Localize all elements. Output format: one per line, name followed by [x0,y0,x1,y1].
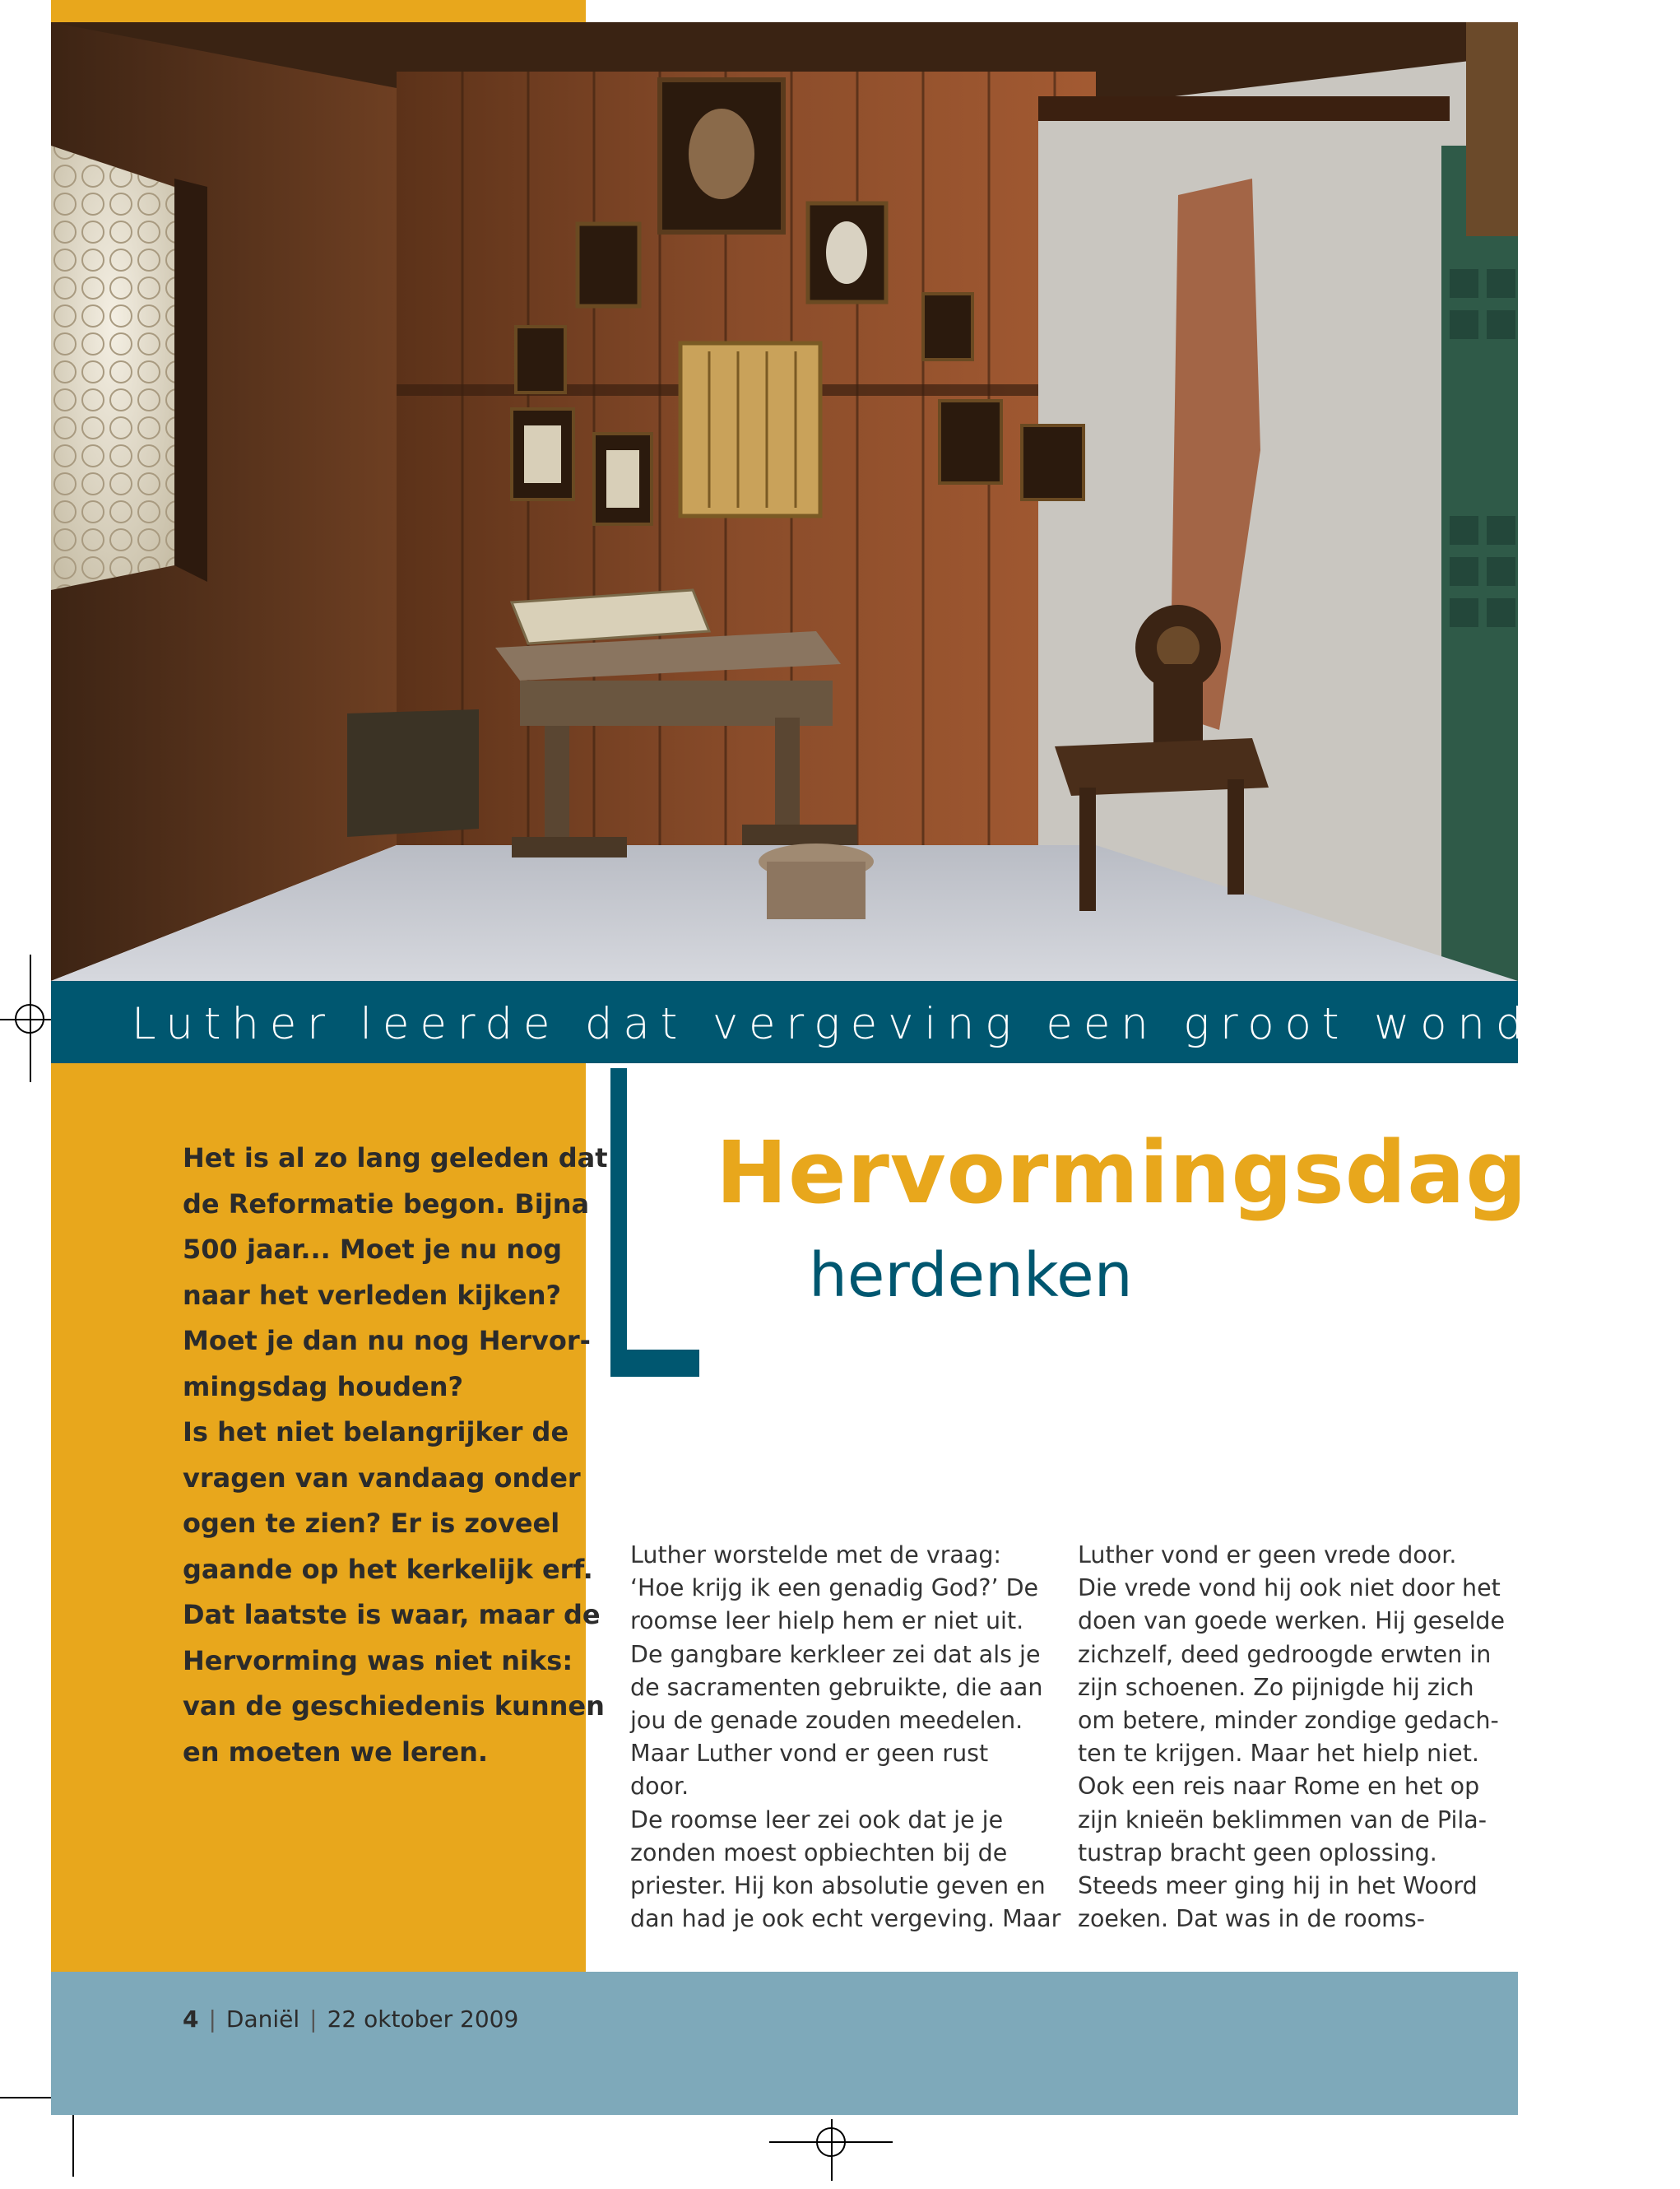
body-line: om betere, minder zondige gedach- [1078,1707,1499,1735]
crop-line [0,2097,51,2098]
body-line: tustrap bracht geen oplossing. [1078,1838,1437,1866]
body-line: zichzelf, deed gedroogde erwten in [1078,1640,1492,1668]
body-line: door. [630,1773,689,1801]
intro-line: van de geschiedenis kunnen [183,1690,605,1722]
body-line: zijn knieën beklimmen van de Pila- [1078,1806,1487,1833]
headline-bracket-vertical [610,1068,627,1377]
publication-name: Daniël [225,2005,300,2033]
registration-circle-icon [816,2127,846,2157]
footer-separator: | [208,2005,216,2033]
body-line: ‘Hoe krijg ik een genadig God?’ De [630,1574,1039,1602]
body-line: zonden moest opbiechten bij de [630,1838,1008,1866]
article-title: Hervormingsdag [716,1122,1528,1223]
issue-date: 22 oktober 2009 [327,2005,519,2033]
body-line: Steeds meer ging hij in het Woord [1078,1872,1478,1900]
registration-circle-icon [15,1004,44,1034]
intro-line: Moet je dan nu nog Hervor- [183,1325,591,1356]
intro-line: Dat laatste is waar, maar de [183,1599,601,1630]
page-footer [183,2003,518,2036]
body-line: jou de genade zouden meedelen. [630,1707,1023,1735]
body-line: de sacramenten gebruikte, die aan [630,1673,1043,1701]
crop-line [72,2115,74,2177]
intro-line: naar het verleden kijken? [183,1279,562,1311]
page-number: 4 [183,2005,199,2033]
body-line: Luther vond er geen vrede door. [1078,1541,1457,1569]
headline-bracket-horizontal [610,1350,699,1377]
body-line: Ook een reis naar Rome en het op [1078,1773,1480,1801]
body-line: zijn schoenen. Zo pijnigde hij zich [1078,1673,1474,1701]
intro-paragraph [183,1136,608,1775]
footer-separator: | [309,2005,318,2033]
intro-line: gaande op het kerkelijk erf. [183,1553,593,1585]
luther-room-photo [51,22,1518,981]
intro-line: Het is al zo lang geleden dat [183,1142,608,1174]
body-column-2 [1078,1539,1506,1936]
body-line: ten te krijgen. Maar het hielp niet. [1078,1740,1479,1768]
intro-line: de Reformatie begon. Bijna [183,1187,590,1220]
intro-line: ogen te zien? Er is zoveel [183,1508,560,1539]
body-line: Maar Luther vond er geen rust [630,1740,989,1768]
intro-line: Is het niet belangrijker de [183,1416,569,1448]
intro-line: mingsdag houden? [183,1370,464,1402]
intro-line: 500 jaar... Moet je nu nog [183,1234,563,1265]
footer-bar [51,1972,1518,2115]
banner-tagline: Luther leerde dat vergeving een groot wonder is [132,999,1680,1049]
top-accent-strip [51,0,586,22]
body-column-1 [630,1539,1061,1936]
body-line: roomse leer hielp hem er niet uit. [630,1607,1024,1635]
body-line: De roomse leer zei ook dat je je [630,1806,1004,1833]
intro-line: Hervorming was niet niks: [183,1644,573,1676]
intro-line: en moeten we leren. [183,1736,489,1768]
body-line: dan had je ook echt vergeving. Maar [630,1905,1061,1933]
article-subtitle: herdenken [809,1240,1133,1311]
body-line: Die vrede vond hij ook niet door het [1078,1574,1501,1602]
body-line: priester. Hij kon absolutie geven en [630,1872,1046,1900]
body-line: zoeken. Dat was in de rooms- [1078,1905,1426,1933]
body-line: doen van goede werken. Hij geselde [1078,1607,1506,1635]
intro-line: vragen van vandaag onder [183,1462,581,1494]
body-line: Luther worstelde met de vraag: [630,1541,1002,1569]
body-line: De gangbare kerkleer zei dat als je [630,1640,1041,1668]
